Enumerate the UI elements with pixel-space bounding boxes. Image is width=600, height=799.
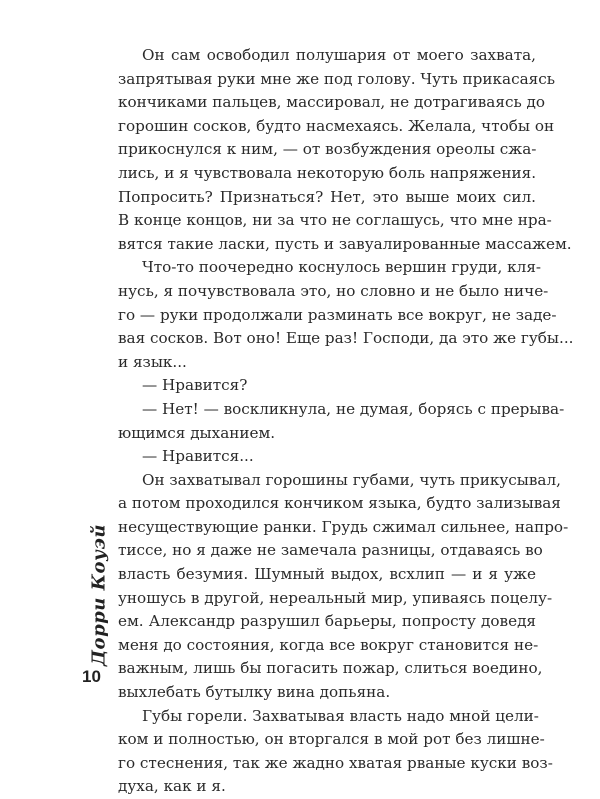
- page-number: 10: [82, 667, 101, 686]
- text-line: духа, как и я.: [118, 777, 226, 796]
- text-line: вая сосков. Вот оно! Еще раз! Господи, да это же губы...: [118, 329, 574, 348]
- text-line: Он сам освободил полушария от моего захвата,: [142, 46, 536, 64]
- author-signature: [84, 524, 114, 666]
- text-line: нусь, я почувствовала это, но словно и не было ниче-: [118, 281, 549, 300]
- text-line: Он захватывал горошины губами, чуть прикусывал,: [142, 470, 561, 489]
- text-line: Губы горели. Захватывая власть надо мной цели-: [142, 706, 539, 725]
- text-line: го — руки продолжали разминать все вокруг, не заде-: [118, 305, 557, 324]
- body-text: [118, 44, 574, 799]
- text-line: Что-то поочередно коснулось вершин груди, кля-: [142, 258, 542, 277]
- text-line: прикоснулся к ним, — от возбуждения ореолы сжа-: [118, 140, 537, 159]
- text-line: меня до состояния, когда все вокруг становится не-: [118, 635, 539, 654]
- text-line: вятся такие ласки, пусть и завуалированные массажем.: [118, 234, 572, 253]
- text-line: кончиками пальцев, массировал, не дотрагиваясь до: [118, 93, 546, 112]
- text-line: несуществующие ранки. Грудь сжимал сильнее, напро-: [118, 517, 569, 536]
- text-line: тиссе, но я даже не замечала разницы, отдаваясь во: [118, 541, 543, 560]
- text-line: го стеснения, так же жадно хватая рваные куски воз-: [118, 753, 553, 772]
- text-line: ющимся дыханием.: [118, 423, 276, 442]
- text-line: а потом проходился кончиком языка, будто зализывая: [118, 494, 561, 513]
- text-line: — Нравится...: [142, 447, 254, 466]
- text-line: В конце концов, ни за что не соглашусь, что мне нра-: [118, 211, 552, 230]
- text-line: уношусь в другой, нереальный мир, упиваясь поцелу-: [118, 588, 553, 607]
- text-line: Попросить? Признаться? Нет, это выше моих сил.: [118, 187, 536, 206]
- text-line: выхлебать бутылку вина допьяна.: [118, 683, 391, 702]
- text-line: запрятывая руки мне же под голову. Чуть прикасаясь: [118, 69, 555, 88]
- text-line: власть безумия. Шумный выдох, всхлип — и я уже: [118, 565, 536, 584]
- text-line: важным, лишь бы погасить пожар, слиться воедино,: [118, 659, 543, 678]
- text-line: — Нравится?: [142, 376, 248, 395]
- text-line: ком и полностью, он вторгался в мой рот без лишне-: [118, 730, 545, 749]
- text-line: и язык...: [118, 352, 187, 371]
- author-signature-text: Дорри Коуэй: [88, 524, 110, 666]
- text-line: — Нет! — воскликнула, не думая, борясь с прерыва-: [142, 399, 565, 418]
- text-line: ем. Александр разрушил барьеры, попросту доведя: [118, 612, 536, 631]
- text-line: лись, и я чувствовала некоторую боль напряжения.: [118, 163, 537, 182]
- text-line: горошин сосков, будто насмехаясь. Желала, чтобы он: [118, 116, 555, 135]
